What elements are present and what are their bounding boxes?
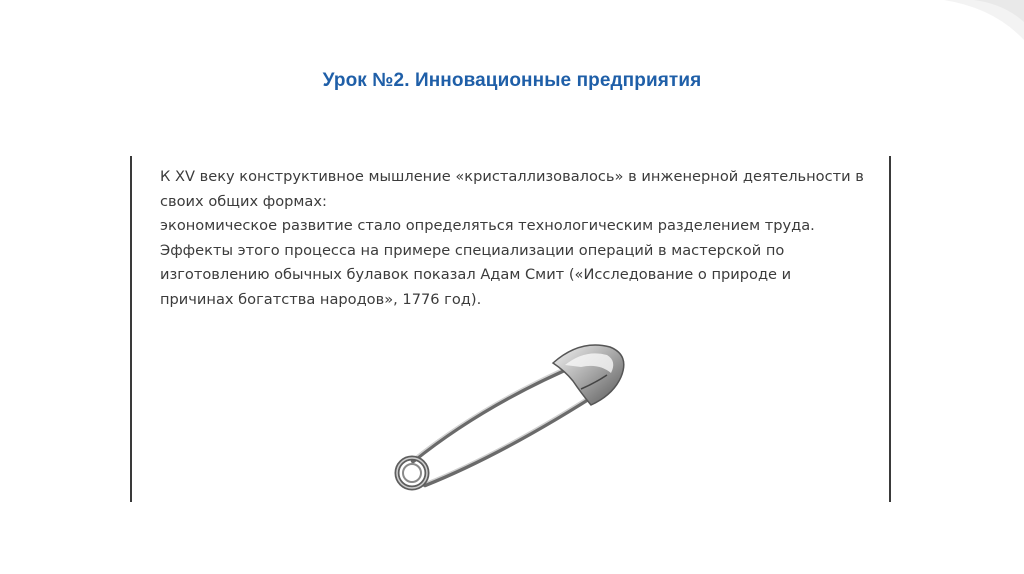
paragraph-line: К XV веку конструктивное мышление «кристаллизовалось» в инженерной деятельности в — [160, 168, 864, 185]
body-paragraph — [160, 165, 870, 313]
paragraph-line: Эффекты этого процесса на примере специализации операций в мастерской по — [160, 241, 785, 259]
paragraph-line: экономическое развитие стало определяться технологическим разделением труда. — [160, 217, 815, 235]
paragraph-line: своих общих формах: — [160, 192, 327, 210]
frame-right-border — [889, 156, 891, 502]
corner-decoration — [904, 0, 1024, 60]
paragraph-line: изготовлению обычных булавок показал Адам Смит («Исследование о природе и — [160, 266, 792, 284]
safety-pin-icon — [385, 333, 645, 503]
frame-left-border — [130, 156, 132, 502]
paragraph-line: причинах богатства народов», 1776 год). — [160, 290, 482, 308]
slide-title: Урок №2. Инновационные предприятия — [322, 70, 702, 91]
